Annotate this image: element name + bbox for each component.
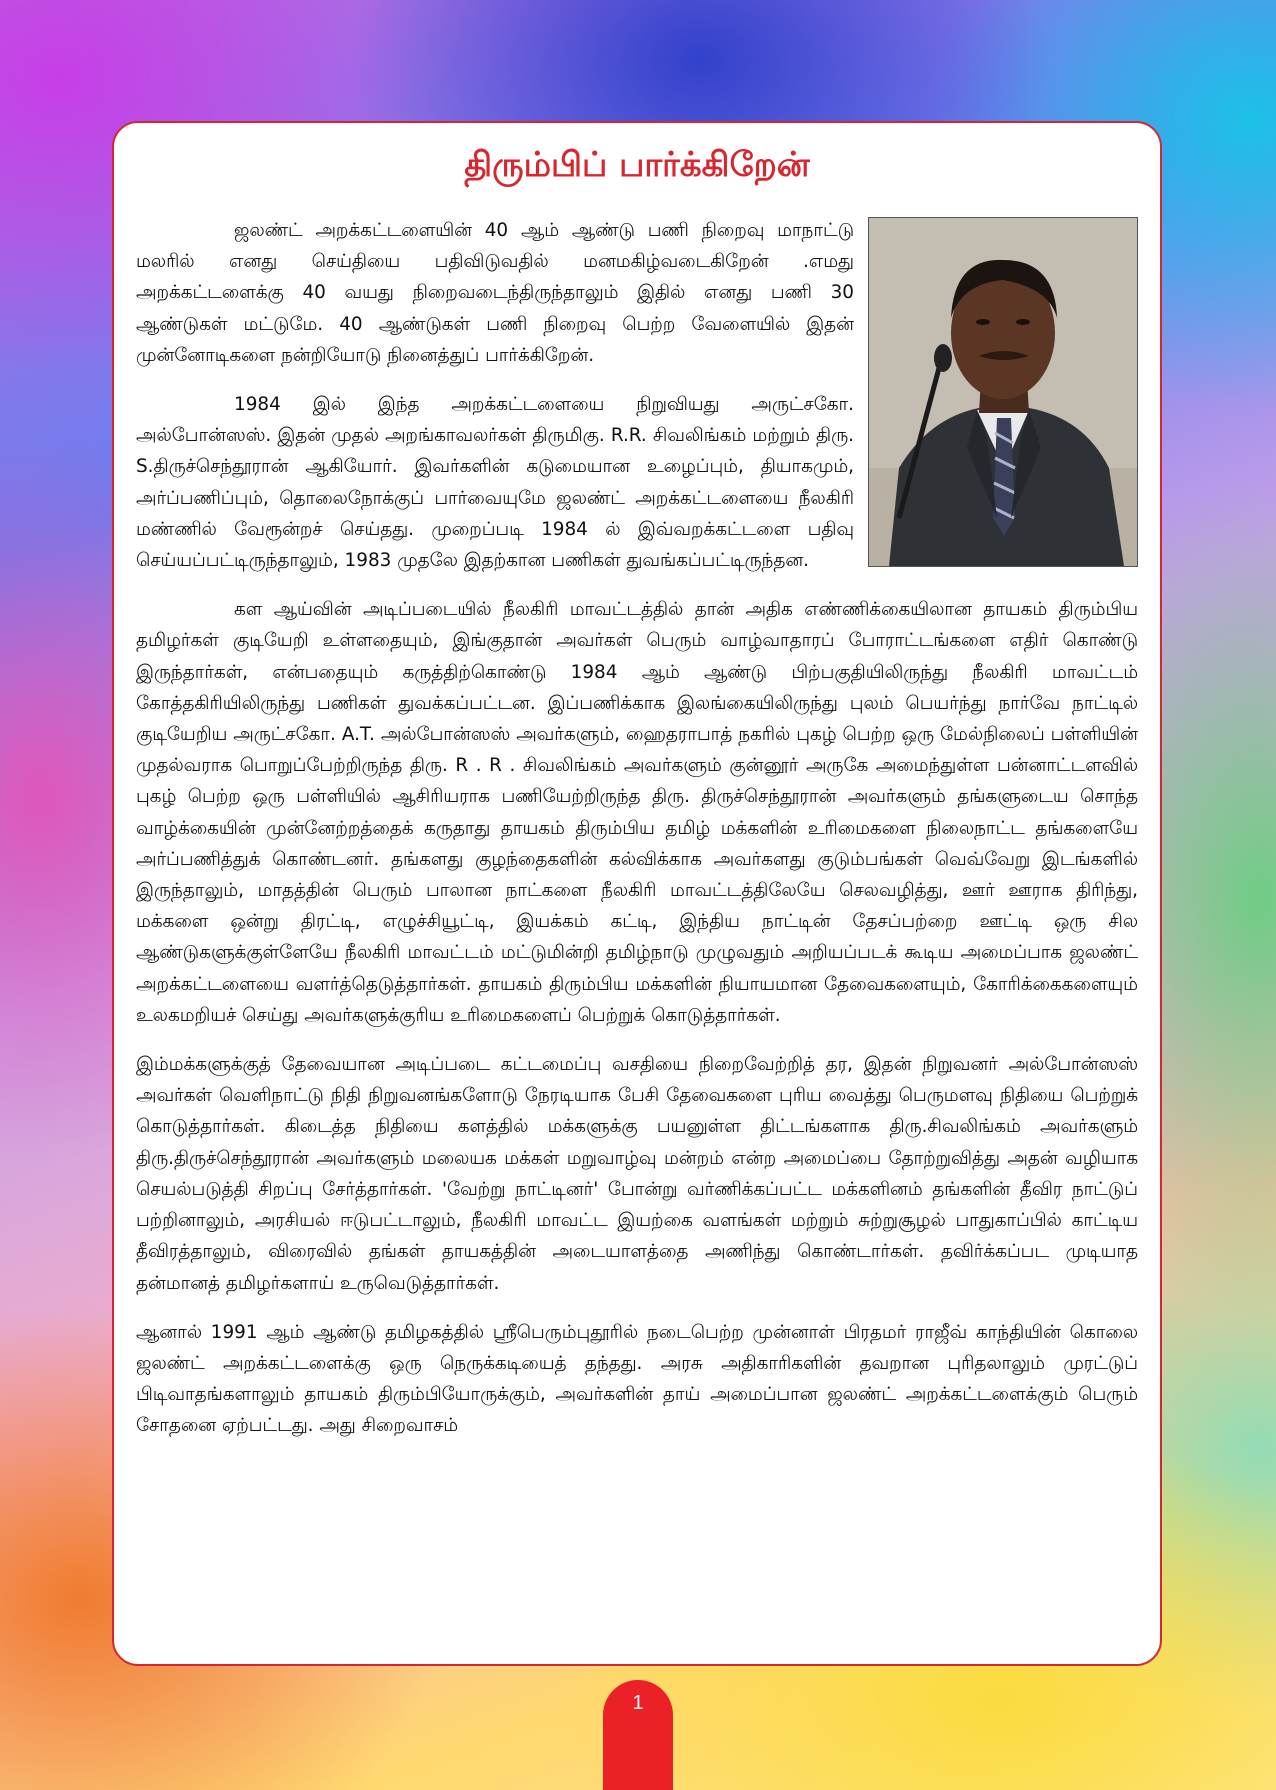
paragraph-5: ஆனால் 1991 ஆம் ஆண்டு தமிழகத்தில் ஸ்ரீபெரும்புதூரில் நடைபெற்ற முன்னாள் பிரதமர் ராஜீவ் காந்தியின் கொலை ஜலண்ட் அறக்கட்டளைக்கு ஒரு நெருக்கடியைத் தந்தது. அரசு அதிகாரிகளின் தவறான புரிதலாலும் முரட்டுப் பிடிவாதங்களாலும் தாயகம் திரும்பியோருக்கும், அவர்களின் தாய் அமைப்பான ஜலண்ட் அறக்கட்டளைக்கும் பெரும் சோதனை ஏற்பட்டது. அது சிறைவாசம் [136,1321,1138,1437]
author-photo [868,217,1138,567]
page-number: 1 [632,1692,644,1714]
paragraph-3: கள ஆய்வின் அடிப்படையில் நீலகிரி மாவட்டத்தில் தான் அதிக எண்ணிக்கையிலான தாயகம் திரும்பிய தமிழர்கள் குடியேறி உள்ளதையும், இங்குதான் அவர்கள் பெரும் வாழ்வாதாரப் போராட்டங்களை எதிர் கொண்டு இருந்தார்கள், என்பதையும் கருத்திற்கொண்டு 1984 ஆம் ஆண்டு பிற்பகுதியிலிருந்து நீலகிரி மாவட்டம் கோத்தகிரியிலிருந்து பணிகள் துவக்கப்பட்டன. இப்பணிக்காக இலங்கையிலிருந்து புலம் பெயர்ந்து நார்வே நாட்டில் குடியேறிய அருட்சகோ. A.T. அல்போன்ஸஸ் அவர்களும், ஹைதராபாத் நகரில் புகழ் பெற்ற ஒரு மேல்நிலைப் பள்ளியின் முதல்வராக பொறுப்பேற்றிருந்த திரு. R . R . சிவலிங்கம் அவர்களும் குன்னூர் அருகே அமைந்துள்ள பன்னாட்டளவில் புகழ் பெற்ற ஒரு பள்ளியில் ஆசிரியராக பணியேற்றிருந்த திரு. திருச்செந்தூரான் அவர்களும் தங்களுடைய சொந்த வாழ்க்கையின் முன்னேற்றத்தைக் கருதாது தாயகம் திரும்பிய தமிழ் மக்களின் உரிமைகளை நிலைநாட்ட தங்களையே அர்ப்பணித்துக் கொண்டனர். தங்களது குழந்தைகளின் கல்விக்காக அவர்களது குடும்பங்கள் வெவ்வேறு இடங்களில் இருந்தாலும், மாதத்தின் பெரும் பாலான நாட்களை நீலகிரி மாவட்டத்திலேயே செலவழித்து, ஊர் ஊராக திரிந்து, மக்களை ஒன்று திரட்டி, எழுச்சியூட்டி, இயக்கம் கட்டி, இந்திய நாட்டின் தேசப்பற்றை ஊட்டி ஒரு சில ஆண்டுகளுக்குள்ளேயே நீலகிரி மாவட்டம் மட்டுமின்றி தமிழ்நாடு முழுவதும் அறியப்படக் கூடிய அமைப்பாக ஜலண்ட் அறக்கட்டளையை வளர்த்தெடுத்தார்கள். தாயகம் திரும்பிய மக்களின் நியாயமான தேவைகளையும், கோரிக்கைகளையும் உலகமறியச் செய்து அவர்களுக்குரிய உரிமைகளைப் பெற்றுக் கொடுத்தார்கள். [136,599,1138,1026]
paragraph-1: ஜலண்ட் அறக்கட்டளையின் 40 ஆம் ஆண்டு பணி நிறைவு மாநாட்டு மலரில் எனது செய்தியை பதிவிடுவதில் மனமகிழ்வடைகிறேன் .எமது அறக்கட்டளைக்கு 40 வயது நிறைவடைந்திருந்தாலும் இதில் எனது பணி 30 ஆண்டுகள் மட்டுமே. 40 ஆண்டுகள் பணி நிறைவு பெற்ற வேளையில் இதன் முன்னோடிகளை நன்றியோடு நினைத்துப் பார்க்கிறேன். [136,220,854,366]
page-number-tab [603,1680,673,1790]
article-body [136,215,1138,1460]
paragraph-2: 1984 இல் இந்த அறக்கட்டளையை நிறுவியது அருட்சகோ. அல்போன்ஸஸ். இதன் முதல் அறங்காவலர்கள் திருமிகு. R.R. சிவலிங்கம் மற்றும் திரு. S.திருச்செந்தூரான் ஆகியோர். இவர்களின் கடுமையான உழைப்பும், தியாகமும், அர்ப்பணிப்பும், தொலைநோக்குப் பார்வையுமே ஜலண்ட் அறக்கட்டளையை நீலகிரி மண்ணில் வேரூன்றச் செய்தது. முறைப்படி 1984 ல் இவ்வறக்கட்டளை பதிவு செய்யப்பட்டிருந்தாலும், 1983 முதலே இதற்கான பணிகள் துவங்கப்பட்டிருந்தன. [136,394,854,572]
paragraph-4: இம்மக்களுக்குத் தேவையான அடிப்படை கட்டமைப்பு வசதியை நிறைவேற்றித் தர, இதன் நிறுவனர் அல்போன்ஸஸ் அவர்கள் வெளிநாட்டு நிதி நிறுவனங்களோடு நேரடியாக பேசி தேவைகளை புரிய வைத்து பெருமளவு நிதியை பெற்றுக் கொடுத்தார்கள். கிடைத்த நிதியை களத்தில் மக்களுக்கு பயனுள்ள திட்டங்களாக திரு.சிவலிங்கம் அவர்களும் திரு.திருச்செந்தூரான் அவர்களும் மலையக மக்கள் மறுவாழ்வு மன்றம் என்ற அமைப்பை தோற்றுவித்து அதன் வழியாக செயல்படுத்தி சிறப்பு சேர்த்தார்கள். 'வேற்று நாட்டினர்' போன்று வர்ணிக்கப்பட்ட மக்களினம் தங்களின் தீவிர நாட்டுப் பற்றினாலும், அரசியல் ஈடுபட்டாலும், நீலகிரி மாவட்ட இயற்கை வளங்கள் மற்றும் சுற்றுசூழல் பாதுகாப்பில் காட்டிய தீவிரத்தாலும், விரைவில் தங்கள் தாயகத்தின் அடையாளத்தை அணிந்து கொண்டார்கள். தவிர்க்கப்பட முடியாத தன்மானத் தமிழர்களாய் உருவெடுத்தார்கள். [136,1054,1138,1294]
article-title: திரும்பிப் பார்க்கிறேன் [464,145,810,185]
article-card [112,121,1162,1666]
portrait-illustration [869,218,1137,566]
